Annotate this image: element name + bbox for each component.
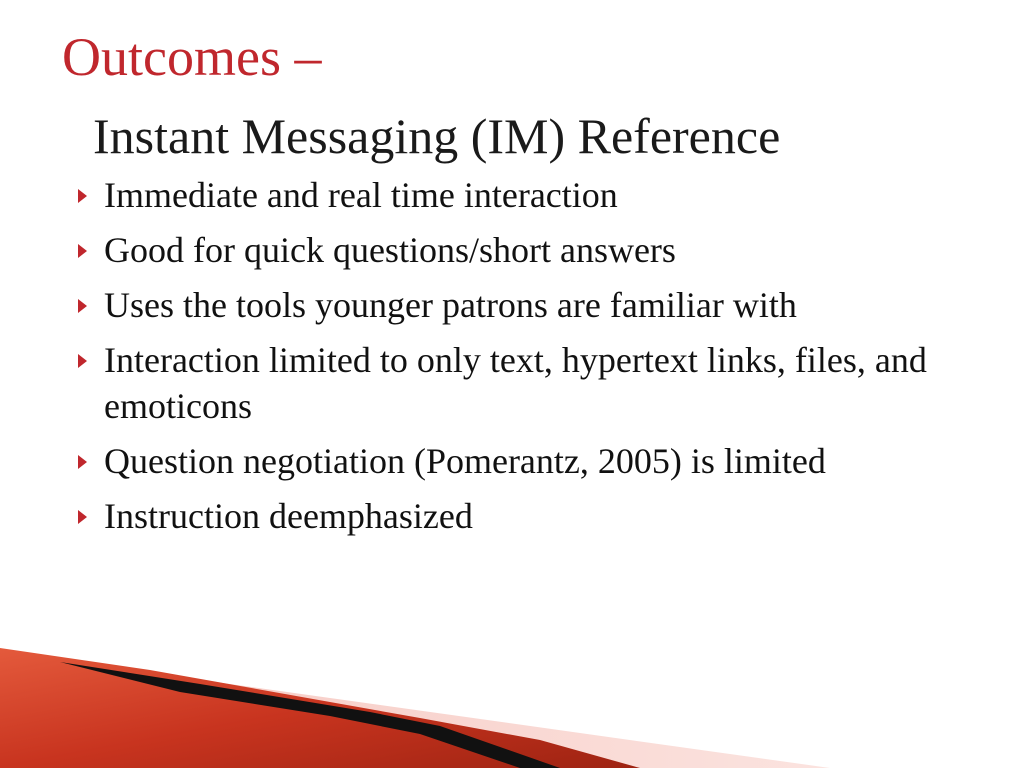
bullet-text: Question negotiation (Pomerantz, 2005) is limited [104,441,826,481]
triangle-right-icon [78,455,87,469]
bullet-item-question-negotiation [76,438,956,484]
bullet-item-quick-questions [76,227,956,273]
triangle-right-icon [78,354,87,368]
bullet-text: Immediate and real time interaction [104,175,618,215]
triangle-right-icon [78,510,87,524]
triangle-right-icon [78,189,87,203]
bullet-item-immediate-interaction [76,172,956,218]
triangle-right-icon [78,244,87,258]
bullet-text: Uses the tools younger patrons are familiar with [104,285,797,325]
slide-title-primary: Outcomes – [62,27,322,87]
slide-title-secondary: Instant Messaging (IM) Reference [93,108,781,164]
bullet-text: Interaction limited to only text, hypertext links, files, and emoticons [104,340,927,426]
bullet-text: Instruction deemphasized [104,496,473,536]
bullet-list [76,172,956,548]
bullet-text: Good for quick questions/short answers [104,230,676,270]
bullet-item-familiar-tools [76,282,956,328]
bullet-item-instruction [76,493,956,539]
triangle-right-icon [78,299,87,313]
bullet-item-limited-interaction [76,337,956,429]
